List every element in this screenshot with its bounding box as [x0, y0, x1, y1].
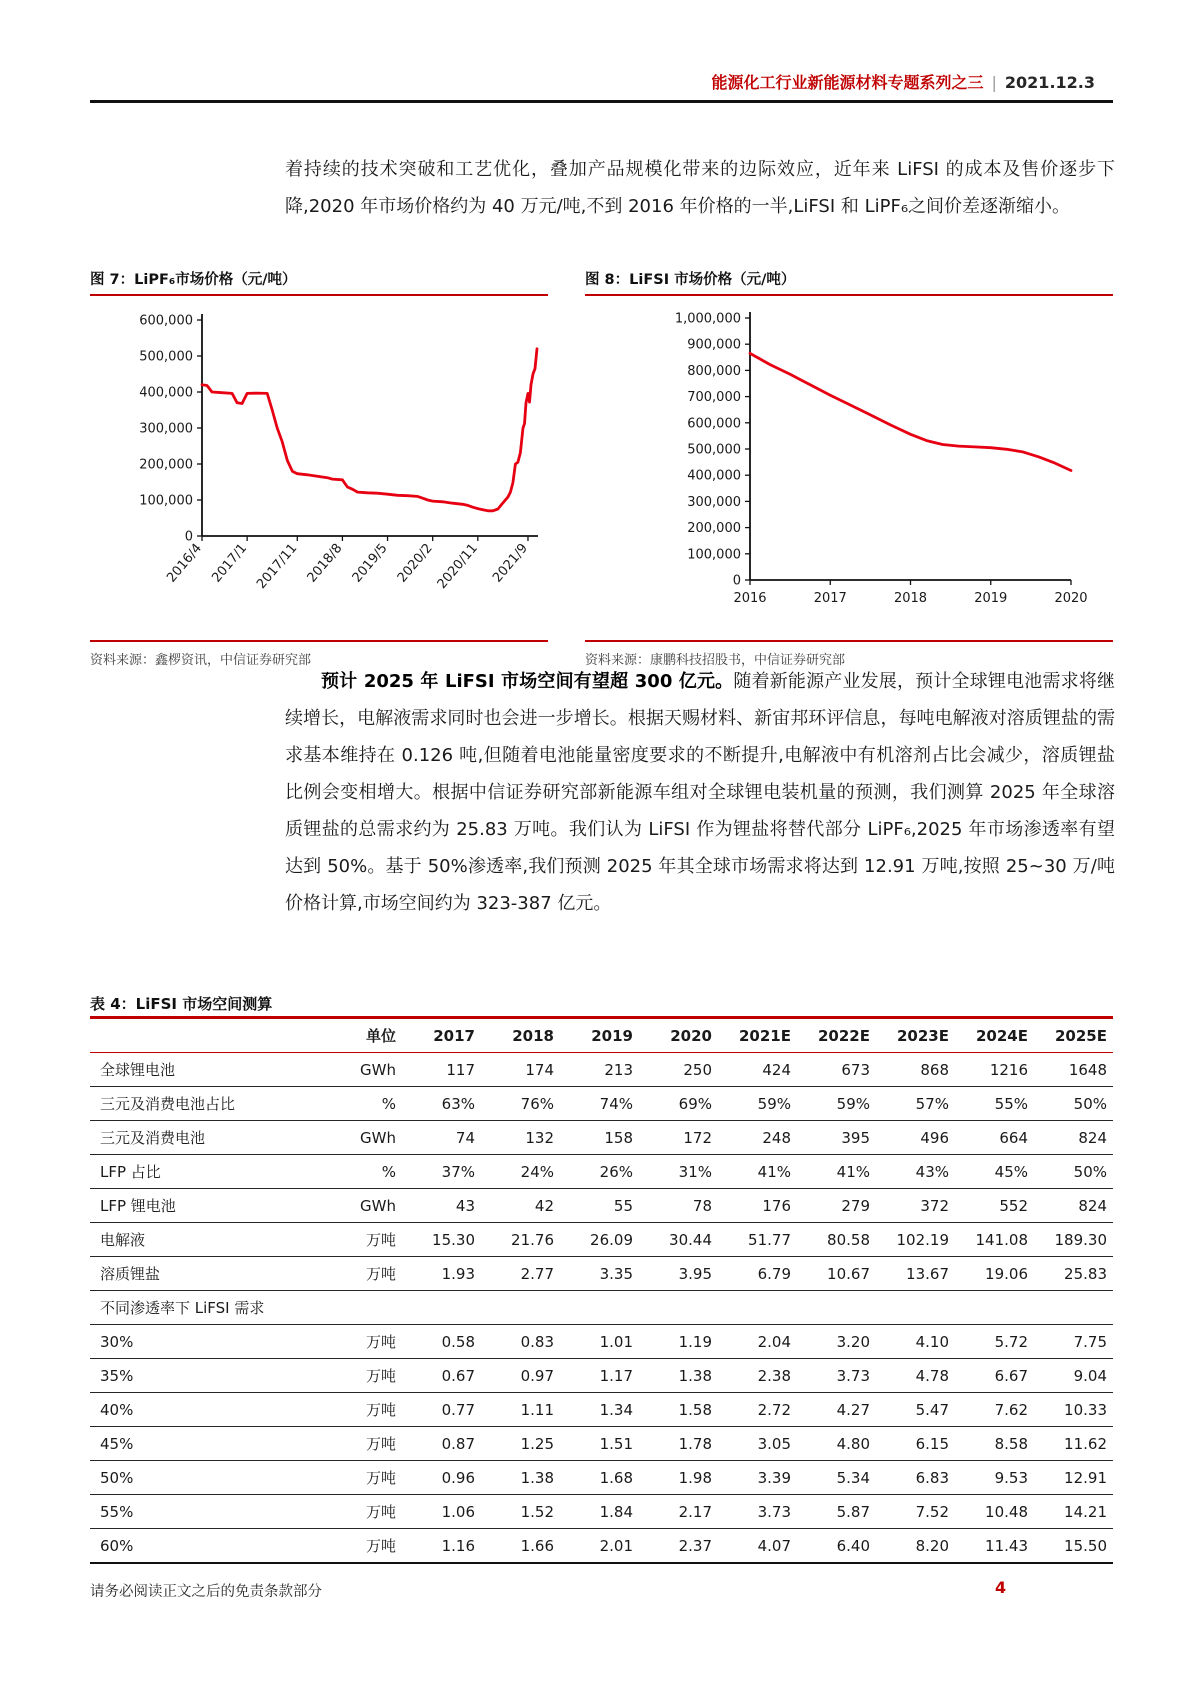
row-unit: 万吨 — [324, 1223, 402, 1257]
table-row — [90, 1223, 1113, 1257]
row-value — [402, 1291, 481, 1325]
row-value: 5.34 — [797, 1461, 876, 1495]
svg-text:2017: 2017 — [813, 591, 847, 606]
row-value: 1.84 — [560, 1495, 639, 1529]
row-label: 50% — [90, 1461, 324, 1495]
row-value: 189.30 — [1034, 1223, 1113, 1257]
col-header: 2018 — [481, 1018, 560, 1053]
figure-8 — [585, 268, 1113, 668]
row-value: 3.05 — [718, 1427, 797, 1461]
row-value — [955, 1291, 1034, 1325]
row-value: 158 — [560, 1121, 639, 1155]
row-value: 2.17 — [639, 1495, 718, 1529]
col-header: 2022E — [797, 1018, 876, 1053]
row-value: 50% — [1034, 1155, 1113, 1189]
col-header: 2021E — [718, 1018, 797, 1053]
col-header: 2019 — [560, 1018, 639, 1053]
body-paragraph-2 — [285, 663, 1115, 922]
svg-text:2018: 2018 — [893, 591, 928, 606]
row-value: 664 — [955, 1121, 1034, 1155]
row-value: 19.06 — [955, 1257, 1034, 1291]
svg-text:2020/11: 2020/11 — [434, 540, 481, 592]
lifsi-price-chart — [585, 304, 1113, 616]
row-unit: GWh — [324, 1189, 402, 1223]
row-value — [797, 1291, 876, 1325]
row-value: 78 — [639, 1189, 718, 1223]
row-value: 0.87 — [402, 1427, 481, 1461]
row-value: 63% — [402, 1087, 481, 1121]
row-value: 1.38 — [481, 1461, 560, 1495]
svg-text:2021/9: 2021/9 — [490, 540, 532, 586]
table-row — [90, 1325, 1113, 1359]
table-row — [90, 1461, 1113, 1495]
header-separator: | — [991, 73, 997, 92]
lifsi-market-table — [90, 1016, 1113, 1564]
row-value: 3.20 — [797, 1325, 876, 1359]
table-row — [90, 1359, 1113, 1393]
row-value: 132 — [481, 1121, 560, 1155]
row-value: 141.08 — [955, 1223, 1034, 1257]
row-value: 4.27 — [797, 1393, 876, 1427]
row-value: 102.19 — [876, 1223, 955, 1257]
row-value: 868 — [876, 1053, 955, 1087]
row-value: 74 — [402, 1121, 481, 1155]
row-value: 176 — [718, 1189, 797, 1223]
row-label: LFP 占比 — [90, 1155, 324, 1189]
table-row — [90, 1495, 1113, 1529]
figure-7 — [90, 268, 548, 668]
row-value: 2.77 — [481, 1257, 560, 1291]
row-value: 26.09 — [560, 1223, 639, 1257]
row-value: 4.78 — [876, 1359, 955, 1393]
figure-8-rule — [585, 640, 1113, 642]
row-value: 59% — [718, 1087, 797, 1121]
paragraph-2-lead: 预计 2025 年 LiFSI 市场空间有望超 300 亿元。 — [321, 671, 734, 692]
row-value: 21.76 — [481, 1223, 560, 1257]
col-header: 2024E — [955, 1018, 1034, 1053]
row-value: 279 — [797, 1189, 876, 1223]
row-value: 5.87 — [797, 1495, 876, 1529]
row-value: 4.10 — [876, 1325, 955, 1359]
row-value: 1.25 — [481, 1427, 560, 1461]
row-value: 80.58 — [797, 1223, 876, 1257]
row-label: 全球锂电池 — [90, 1053, 324, 1087]
row-value: 4.07 — [718, 1529, 797, 1564]
row-label: 不同渗透率下 LiFSI 需求 — [90, 1291, 324, 1325]
row-value: 1.34 — [560, 1393, 639, 1427]
row-value: 13.67 — [876, 1257, 955, 1291]
svg-text:2019/5: 2019/5 — [349, 540, 391, 586]
row-unit: % — [324, 1155, 402, 1189]
row-value: 43% — [876, 1155, 955, 1189]
row-value: 6.67 — [955, 1359, 1034, 1393]
row-value: 552 — [955, 1189, 1034, 1223]
row-value: 7.62 — [955, 1393, 1034, 1427]
row-value: 4.80 — [797, 1427, 876, 1461]
row-value: 12.91 — [1034, 1461, 1113, 1495]
row-value: 1.68 — [560, 1461, 639, 1495]
row-unit: 万吨 — [324, 1257, 402, 1291]
row-value: 10.67 — [797, 1257, 876, 1291]
row-value: 1.38 — [639, 1359, 718, 1393]
svg-text:300,000: 300,000 — [687, 494, 741, 510]
row-value: 76% — [481, 1087, 560, 1121]
col-header: 单位 — [324, 1018, 402, 1053]
row-unit — [324, 1291, 402, 1325]
row-value: 2.04 — [718, 1325, 797, 1359]
row-value — [876, 1291, 955, 1325]
row-value: 172 — [639, 1121, 718, 1155]
row-value — [560, 1291, 639, 1325]
svg-text:900,000: 900,000 — [687, 337, 741, 353]
row-value: 824 — [1034, 1121, 1113, 1155]
row-value: 31% — [639, 1155, 718, 1189]
row-value: 30.44 — [639, 1223, 718, 1257]
svg-text:2016: 2016 — [733, 591, 767, 606]
svg-text:2018/8: 2018/8 — [304, 540, 346, 586]
svg-text:100,000: 100,000 — [687, 547, 741, 563]
table-body — [90, 1053, 1113, 1564]
row-value: 6.79 — [718, 1257, 797, 1291]
svg-text:600,000: 600,000 — [139, 313, 193, 329]
row-unit: 万吨 — [324, 1325, 402, 1359]
col-header: 2023E — [876, 1018, 955, 1053]
row-value: 55 — [560, 1189, 639, 1223]
row-value: 1.11 — [481, 1393, 560, 1427]
row-label: LFP 锂电池 — [90, 1189, 324, 1223]
row-unit: 万吨 — [324, 1359, 402, 1393]
row-value: 15.50 — [1034, 1529, 1113, 1564]
row-value: 3.95 — [639, 1257, 718, 1291]
row-value: 1.58 — [639, 1393, 718, 1427]
row-value: 9.04 — [1034, 1359, 1113, 1393]
svg-text:2020/2: 2020/2 — [394, 540, 436, 586]
figure-8-source: 资料来源：康鹏科技招股书，中信证券研究部 — [585, 653, 846, 668]
table-section-row — [90, 1291, 1113, 1325]
footer-rule — [90, 1562, 1113, 1564]
row-unit: 万吨 — [324, 1427, 402, 1461]
row-unit: 万吨 — [324, 1393, 402, 1427]
row-value: 1216 — [955, 1053, 1034, 1087]
svg-text:2016/4: 2016/4 — [164, 540, 206, 586]
lipf6-price-chart — [90, 304, 548, 616]
row-value: 248 — [718, 1121, 797, 1155]
table-header — [90, 1018, 1113, 1053]
row-value: 1.52 — [481, 1495, 560, 1529]
row-value: 0.77 — [402, 1393, 481, 1427]
row-value: 45% — [955, 1155, 1034, 1189]
row-value — [1034, 1291, 1113, 1325]
svg-text:0: 0 — [184, 529, 193, 545]
page-number: 4 — [995, 1578, 1007, 1597]
row-value: 1.51 — [560, 1427, 639, 1461]
row-value: 1.01 — [560, 1325, 639, 1359]
svg-text:400,000: 400,000 — [139, 385, 193, 401]
row-unit: 万吨 — [324, 1529, 402, 1564]
row-label: 45% — [90, 1427, 324, 1461]
row-value: 6.83 — [876, 1461, 955, 1495]
row-value: 50% — [1034, 1087, 1113, 1121]
svg-text:500,000: 500,000 — [687, 442, 741, 458]
row-value: 824 — [1034, 1189, 1113, 1223]
row-value: 3.35 — [560, 1257, 639, 1291]
row-unit: GWh — [324, 1121, 402, 1155]
svg-text:2017/11: 2017/11 — [254, 540, 301, 592]
row-value: 7.52 — [876, 1495, 955, 1529]
col-header: 2020 — [639, 1018, 718, 1053]
row-unit: GWh — [324, 1053, 402, 1087]
row-value: 3.73 — [718, 1495, 797, 1529]
svg-text:2020: 2020 — [1054, 591, 1088, 606]
row-value: 395 — [797, 1121, 876, 1155]
row-value: 2.01 — [560, 1529, 639, 1564]
svg-text:0: 0 — [732, 573, 741, 589]
table-row — [90, 1257, 1113, 1291]
row-value: 5.47 — [876, 1393, 955, 1427]
row-value: 7.75 — [1034, 1325, 1113, 1359]
row-value: 37% — [402, 1155, 481, 1189]
row-value: 6.15 — [876, 1427, 955, 1461]
row-value: 3.73 — [797, 1359, 876, 1393]
svg-text:600,000: 600,000 — [687, 416, 741, 432]
row-label: 55% — [90, 1495, 324, 1529]
row-value — [639, 1291, 718, 1325]
body-paragraph-1: 着持续的技术突破和工艺优化，叠加产品规模化带来的边际效应，近年来 LiFSI 的成本及售价逐步下降,2020 年市场价格约为 40 万元/吨,不到 2016 年价格的一半,LiFSI 和 LiPF₆之间价差逐渐缩小。 — [285, 159, 1115, 217]
row-value: 8.20 — [876, 1529, 955, 1564]
row-value: 1.66 — [481, 1529, 560, 1564]
svg-text:800,000: 800,000 — [687, 363, 741, 379]
row-value: 69% — [639, 1087, 718, 1121]
row-value: 15.30 — [402, 1223, 481, 1257]
row-label: 三元及消费电池 — [90, 1121, 324, 1155]
row-value: 2.37 — [639, 1529, 718, 1564]
row-label: 40% — [90, 1393, 324, 1427]
row-value: 10.33 — [1034, 1393, 1113, 1427]
row-value: 0.83 — [481, 1325, 560, 1359]
col-header: 2025E — [1034, 1018, 1113, 1053]
row-value: 1.78 — [639, 1427, 718, 1461]
table-row — [90, 1529, 1113, 1564]
row-value: 174 — [481, 1053, 560, 1087]
row-value: 1.98 — [639, 1461, 718, 1495]
svg-text:700,000: 700,000 — [687, 390, 741, 406]
row-label: 30% — [90, 1325, 324, 1359]
svg-text:1,000,000: 1,000,000 — [674, 311, 741, 327]
row-value: 14.21 — [1034, 1495, 1113, 1529]
row-value: 1.06 — [402, 1495, 481, 1529]
row-value: 51.77 — [718, 1223, 797, 1257]
row-value: 1.19 — [639, 1325, 718, 1359]
figure-7-source: 资料来源：鑫椤资讯，中信证券研究部 — [90, 653, 312, 668]
figure-8-caption: 图 8：LiFSI 市场价格（元/吨） — [585, 268, 1113, 296]
row-value: 1.16 — [402, 1529, 481, 1564]
row-value: 11.62 — [1034, 1427, 1113, 1461]
table-row — [90, 1189, 1113, 1223]
row-value: 372 — [876, 1189, 955, 1223]
row-value: 41% — [718, 1155, 797, 1189]
row-value: 10.48 — [955, 1495, 1034, 1529]
row-label: 三元及消费电池占比 — [90, 1087, 324, 1121]
row-value: 3.39 — [718, 1461, 797, 1495]
col-header: 2017 — [402, 1018, 481, 1053]
row-value: 26% — [560, 1155, 639, 1189]
row-value: 1.93 — [402, 1257, 481, 1291]
svg-text:200,000: 200,000 — [687, 521, 741, 537]
figure-7-caption: 图 7：LiPF₆市场价格（元/吨） — [90, 268, 548, 296]
row-value: 55% — [955, 1087, 1034, 1121]
row-value: 2.38 — [718, 1359, 797, 1393]
report-date: 2021.12.3 — [1004, 73, 1095, 92]
row-label: 溶质锂盐 — [90, 1257, 324, 1291]
table-row — [90, 1121, 1113, 1155]
row-value: 25.83 — [1034, 1257, 1113, 1291]
figures-row — [90, 268, 1113, 668]
row-value: 496 — [876, 1121, 955, 1155]
row-value: 8.58 — [955, 1427, 1034, 1461]
row-value: 0.67 — [402, 1359, 481, 1393]
row-value: 250 — [639, 1053, 718, 1087]
row-unit: 万吨 — [324, 1461, 402, 1495]
footer-disclaimer: 请务必阅读正文之后的免责条款部分 — [90, 1584, 322, 1600]
svg-text:2017/1: 2017/1 — [209, 540, 251, 586]
row-value: 0.97 — [481, 1359, 560, 1393]
svg-text:400,000: 400,000 — [687, 468, 741, 484]
figure-7-rule — [90, 640, 548, 642]
table-row — [90, 1155, 1113, 1189]
paragraph-2-rest: 随着新能源产业发展，预计全球锂电池需求将继续增长，电解液需求同时也会进一步增长。根据天赐材料、新宙邦环评信息，每吨电解液对溶质锂盐的需求基本维持在 0.126 吨,但随着电池能量密度要求的不断提升,电解液中有机溶剂占比会减少，溶质锂盐比例会变相增大。根据中信证券研究部新能源车组对全球锂电装机量的预测，我们测算 2025 年全球溶质锂盐的总需求约为 25.83 万吨。我们认为 LiFSI 作为锂盐将替代部分 LiPF₆,2025 年市场渗透率有望达到 50%。基于 50%渗透率,我们预测 2025 年其全球市场需求将达到 12.91 万吨,按照 25~30 万/吨价格计算,市场空间约为 323-387 亿元。 — [285, 671, 1115, 914]
report-series-title: 能源化工行业新能源材料专题系列之三 — [711, 73, 984, 92]
row-value: 2.72 — [718, 1393, 797, 1427]
row-value: 1648 — [1034, 1053, 1113, 1087]
table-row — [90, 1087, 1113, 1121]
row-value: 6.40 — [797, 1529, 876, 1564]
row-value: 213 — [560, 1053, 639, 1087]
svg-text:300,000: 300,000 — [139, 421, 193, 437]
row-value: 117 — [402, 1053, 481, 1087]
row-value: 673 — [797, 1053, 876, 1087]
svg-text:2019: 2019 — [974, 591, 1008, 606]
row-label: 电解液 — [90, 1223, 324, 1257]
svg-text:500,000: 500,000 — [139, 349, 193, 365]
row-value: 0.96 — [402, 1461, 481, 1495]
svg-text:200,000: 200,000 — [139, 457, 193, 473]
row-value: 41% — [797, 1155, 876, 1189]
row-label: 35% — [90, 1359, 324, 1393]
row-value: 424 — [718, 1053, 797, 1087]
row-value — [481, 1291, 560, 1325]
row-value: 43 — [402, 1189, 481, 1223]
row-value: 11.43 — [955, 1529, 1034, 1564]
header-rule — [90, 100, 1113, 103]
page-header — [0, 70, 1095, 93]
row-value: 9.53 — [955, 1461, 1034, 1495]
row-unit: % — [324, 1087, 402, 1121]
row-value: 59% — [797, 1087, 876, 1121]
col-header — [90, 1018, 324, 1053]
row-value: 1.17 — [560, 1359, 639, 1393]
table-caption: 表 4：LiFSI 市场空间测算 — [90, 995, 273, 1013]
row-value — [718, 1291, 797, 1325]
table-row — [90, 1393, 1113, 1427]
row-unit: 万吨 — [324, 1495, 402, 1529]
row-value: 74% — [560, 1087, 639, 1121]
row-value: 0.58 — [402, 1325, 481, 1359]
row-value: 24% — [481, 1155, 560, 1189]
svg-text:100,000: 100,000 — [139, 493, 193, 509]
row-value: 57% — [876, 1087, 955, 1121]
row-value: 42 — [481, 1189, 560, 1223]
table-row — [90, 1053, 1113, 1087]
row-label: 60% — [90, 1529, 324, 1564]
row-value: 5.72 — [955, 1325, 1034, 1359]
table-row — [90, 1427, 1113, 1461]
